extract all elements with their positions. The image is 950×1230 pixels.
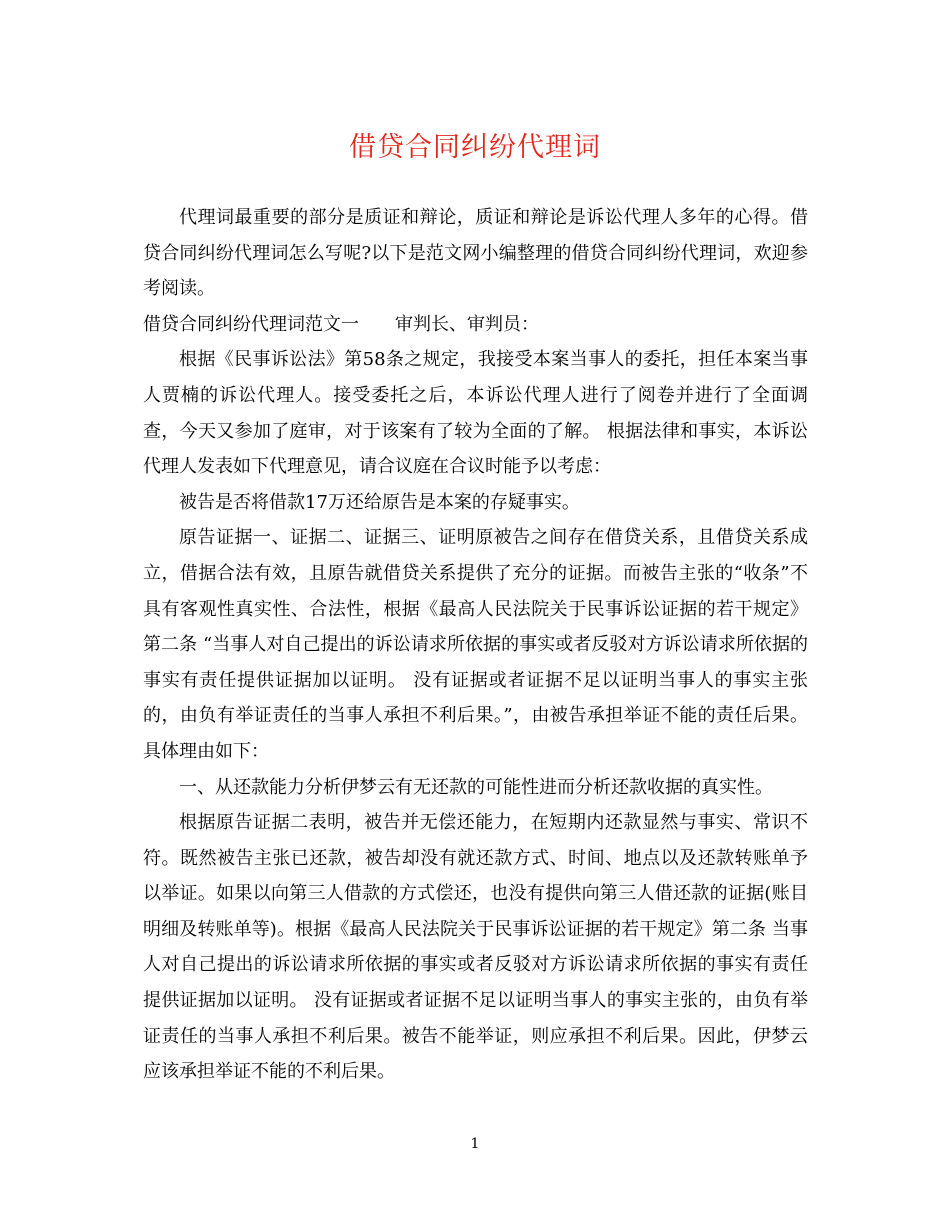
document-title: 借贷合同纠纷代理词 bbox=[349, 132, 601, 163]
sample-heading-line bbox=[143, 307, 808, 343]
document-body bbox=[143, 200, 808, 1090]
sample-heading: 借贷合同纠纷代理词范文一 bbox=[143, 313, 359, 335]
body-paragraph: 根据《民事诉讼法》第58条之规定，我接受本案当事人的委托，担任本案当事人贾楠的诉讼代理人。接受委托之后，本诉讼代理人进行了阅卷并进行了全面调查，今天又参加了庭审，对于该案有了较为全面的了解。 根据法律和事实，本诉讼代理人发表如下代理意见，请合议庭在合议时能予以考虑： bbox=[143, 349, 808, 478]
body-paragraph: 原告证据一、证据二、证据三、证明原被告之间存在借贷关系，且借贷关系成立，借据合法有效，且原告就借贷关系提供了充分的证据。而被告主张的“收条”不具有客观性真实性、合法性，根据《最高人民法院关于民事诉讼证据的若干规定》第二条 “当事人对自己提出的诉讼请求所依据的事实或者反驳对方诉讼请求所依据的事实有责任提供证据加以证明。 没有证据或者证据不足以证明当事人的事实主张的，由负有举证责任的当事人承担不利后果。”，由被告承担举证不能的责任后果。具体理由如下： bbox=[143, 527, 808, 762]
section-heading: 一、从还款能力分析伊梦云有无还款的可能性进而分析还款收据的真实性。 bbox=[179, 776, 773, 798]
body-paragraph: 被告是否将借款17万还给原告是本案的存疑事实。 bbox=[179, 491, 580, 513]
body-paragraph: 根据原告证据二表明，被告并无偿还能力，在短期内还款显然与事实、常识不符。既然被告主张已还款，被告却没有就还款方式、时间、地点以及还款转账单予以举证。如果以向第三人借款的方式偿还，也没有提供向第三人借还款的证据(账目明细及转账单等)。根据《最高人民法院关于民事诉讼证据的若干规定》第二条 当事人对自己提出的诉讼请求所依据的事实或者反驳对方诉讼请求所依据的事实有责任提供证据加以证明。 没有证据或者证据不足以证明当事人的事实主张的，由负有举证责任的当事人承担不利后果。被告不能举证，则应承担不利后果。因此，伊梦云应该承担举证不能的不利后果。 bbox=[143, 812, 808, 1083]
salutation: 审判长、审判员： bbox=[395, 313, 539, 335]
page-number: 1 bbox=[470, 1136, 480, 1152]
intro-paragraph: 代理词最重要的部分是质证和辩论，质证和辩论是诉讼代理人多年的心得。借贷合同纠纷代理词怎么写呢?以下是范文网小编整理的借贷合同纠纷代理词，欢迎参考阅读。 bbox=[143, 207, 808, 300]
